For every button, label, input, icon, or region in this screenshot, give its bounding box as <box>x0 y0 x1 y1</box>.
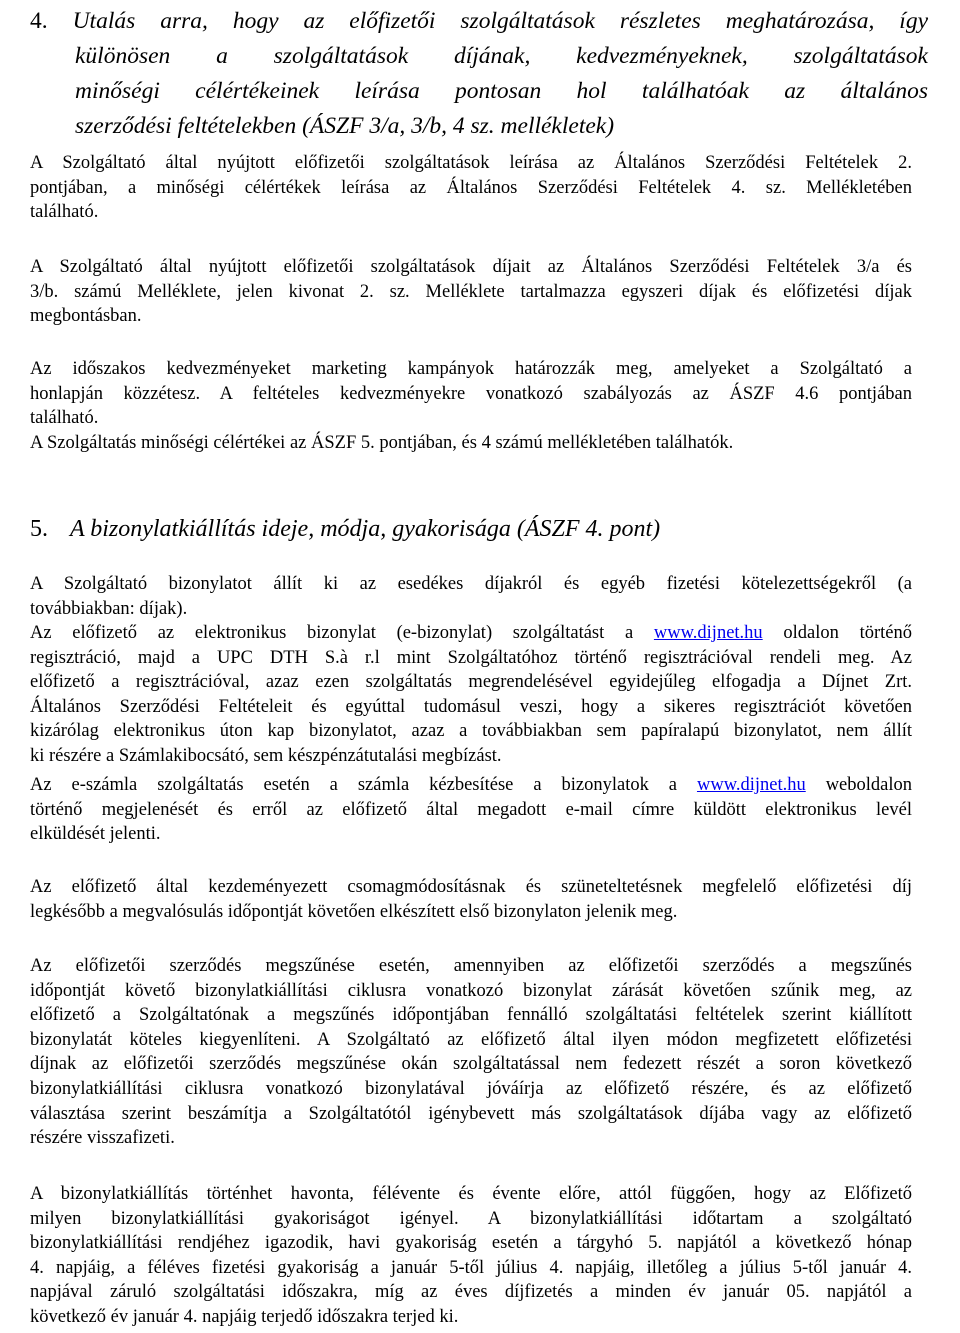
section-4-heading <box>30 4 928 144</box>
dijnet-link-2[interactable]: www.dijnet.hu <box>696 775 806 795</box>
section-5-heading <box>30 512 660 546</box>
section-4-heading-line: szerződési feltételekben (ÁSZF 3/a, 3/b, 4 sz. mellékletek) <box>75 113 615 139</box>
section-4-number: 4. <box>30 8 48 34</box>
section-4-heading-line: 4. Utalás arra, hogy az előfizetői szolgáltatások részletes meghatározása, így <box>30 8 928 34</box>
section-5-paragraph-2: Az előfizető az elektronikus bizonylat (e-bizonylat) szolgáltatást a www.dijnet.hu oldalon történő regisztráció, majd a UPC DTH S.à r.l mint Szolgáltatóhoz történő regisztrációval rendeli meg. Az előfizető a regisztrációval, azaz ezen szolgáltatás megrendelésével egyidejűleg elfogadja a Díjnet Zrt. Általános Szerződési Feltételeit és egyúttal tudomásul veszi, hogy a sikeres regisztrációt követően kizárólag elektronikus úton kap bizonylatot, azaz a továbbiakban sem papíralapú bizonylatot, nem állít ki részére a Számlakibocsátó, sem készpénzátutalási megbízást. <box>30 623 912 766</box>
section-5-paragraph-6: A bizonylatkiállítás történhet havonta, félévente és évente előre, attól függően, hogy az Előfizető milyen bizonylatkiállítási gyakoriságot igényel. A bizonylatkiállítási időtartam a szolgáltató bizonylatkiállítási rendjéhez igazodik, havi gyakoriság esetén a tárgyhó 5. napjától a következő hónap 4. napjáig, a féléves fizetési gyakoriság a január 5-től július 4. napjáig, illetőleg a július 5-től január 4. napjával záruló szolgáltatási időszakra, míg az éves díjfizetés a minden év január 05. napjától a következő év január 4. napjáig terjedő időszakra terjed ki. <box>30 1184 912 1327</box>
section-5-paragraph-4: Az előfizető által kezdeményezett csomagmódosításnak és szüneteltetésnek megfelelő előfizetési díj legkésőbb a megvalósulás időpontját követően elkészített első bizonylaton jelenik meg. <box>30 877 912 922</box>
section-5-paragraph-3: Az e-számla szolgáltatás esetén a számla kézbesítése a bizonylatok a www.dijnet.hu weboldalon történő megjelenését és erről az előfizető által megadott e-mail címre küldött elektronikus levél elküldését jelenti. <box>30 775 913 845</box>
section-5-number: 5. <box>30 516 48 542</box>
dijnet-link-1[interactable]: www.dijnet.hu <box>653 623 763 643</box>
section-5-paragraph-1: A Szolgáltató bizonylatot állít ki az esedékes díjakról és egyéb fizetési kötelezettségekről (a továbbiakban: díjak). <box>30 574 912 619</box>
section-4-paragraph-1: A Szolgáltató által nyújtott előfizetői szolgáltatások leírása az Általános Szerződési Feltételek 2. pontjában, a minőségi célértékek leírása az Általános Szerződési Feltételek 4. sz. Mellékletében található. <box>30 153 912 223</box>
section-5-paragraph-5: Az előfizetői szerződés megszűnése esetén, amennyiben az előfizetői szerződés a megszűnés időpontját követő bizonylatkiállítási ciklusra vonatkozó bizonylat zárását követően szűnik meg, az előfizető a Szolgáltatónak a megszűnés időpontjában fennálló szolgáltatási feltételek szerint kiállított bizonylatát köteles kiegyenlíteni. A Szolgáltató az előfizető által ilyen módon megfizetett előfizetési díjnak az előfizetői szerződés megszűnése okán szolgáltatással nem fedezett részét a soron következő bizonylatkiállítási ciklusra vonatkozó bizonylatával jóváírja az előfizető részére, és az előfizető választása szerint beszámítja a Szolgáltatótól igénybevett más szolgáltatások díjába vagy az előfizető részére visszafizeti. <box>30 956 912 1149</box>
section-4-heading-line: minőségi célértékeinek leírása pontosan hol találhatóak az általános <box>75 78 928 104</box>
section-5-title: A bizonylatkiállítás ideje, módja, gyakorisága (ÁSZF 4. pont) <box>70 516 661 542</box>
section-4-paragraph-2: A Szolgáltató által nyújtott előfizetői szolgáltatások díjait az Általános Szerződési Feltételek 3/a és 3/b. számú Melléklete, jelen kivonat 2. sz. Melléklete tartalmazza egyszeri díjak és előfizetési díjak megbontásban. <box>30 257 912 327</box>
section-4-paragraph-3: Az időszakos kedvezményeket marketing kampányok határozzák meg, amelyeket a Szolgáltató a honlapján közzétesz. A feltételes kedvezményekre vonatkozó szabályozás az ÁSZF 4.6 pontjában található. A Szolgáltatás minőségi célértékei az ÁSZF 5. pontjában, és 4 számú mellékletében találhatók. <box>30 359 912 453</box>
section-4-heading-line: különösen a szolgáltatások díjának, kedvezményeknek, szolgáltatások <box>75 43 928 69</box>
